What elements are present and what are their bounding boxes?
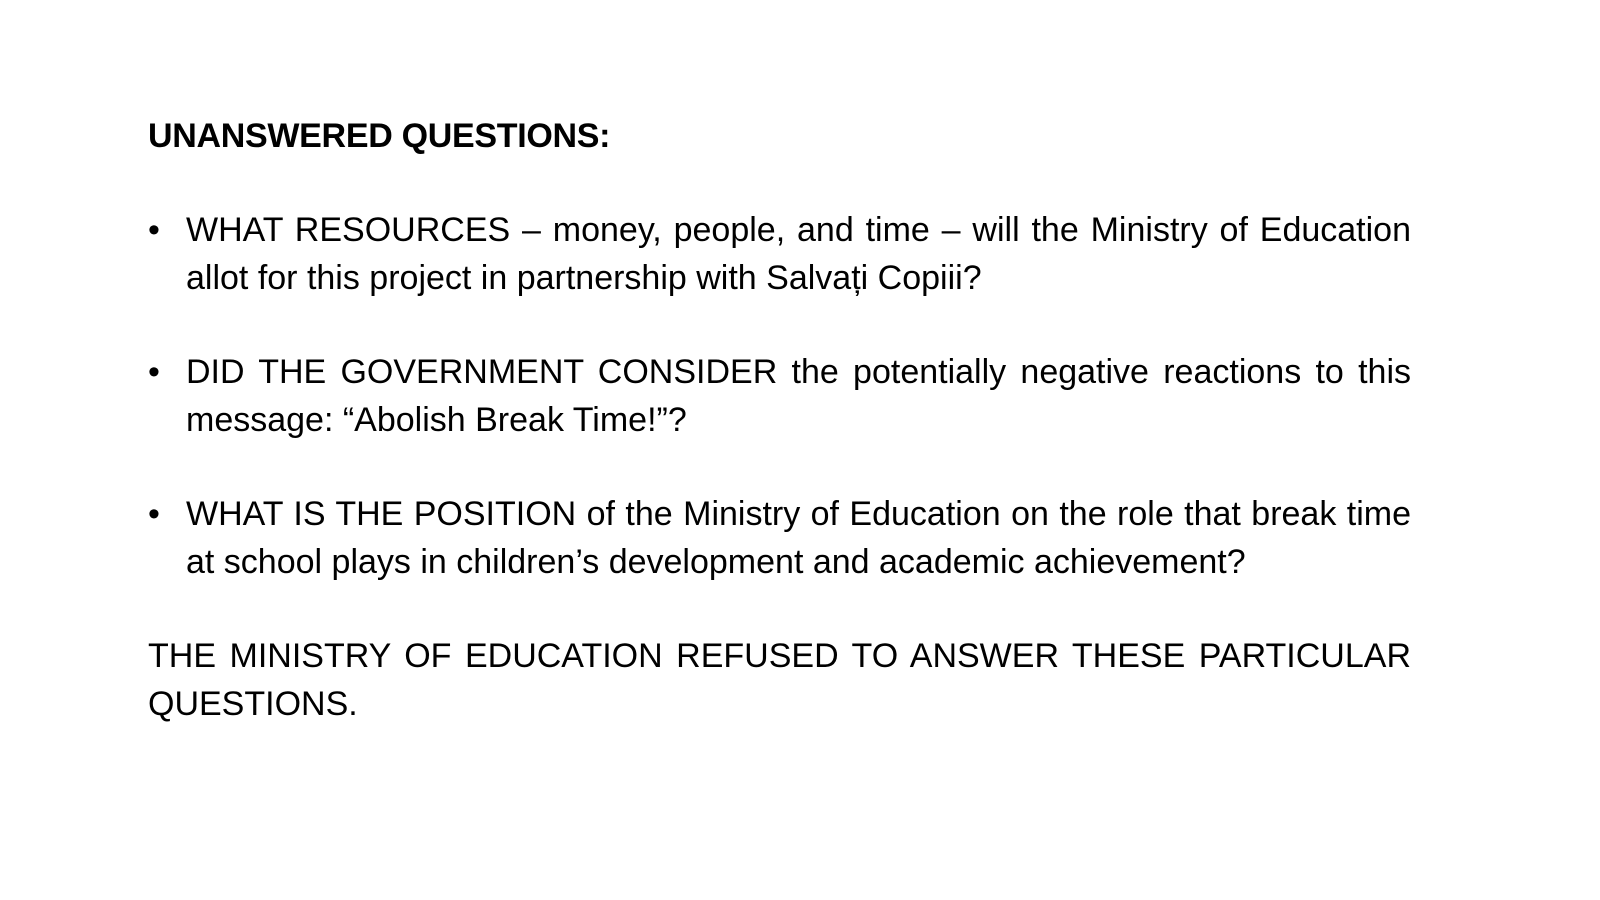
question-text: WHAT IS THE POSITION of the Ministry of Education on the role that break time at school plays in children’s development and academic achievement? [186, 495, 1411, 581]
question-text: WHAT RESOURCES – money, people, and time – will the Ministry of Education allot for this project in partnership with Salvați Copiii? [186, 211, 1411, 297]
conclusion-text: THE MINISTRY OF EDUCATION REFUSED TO ANSWER THESE PARTICULAR QUESTIONS. [148, 637, 1411, 723]
questions-list [148, 206, 1411, 586]
slide-content [148, 112, 1411, 728]
question-item [148, 348, 1411, 444]
bullet-icon: • [148, 211, 160, 249]
question-item [148, 490, 1411, 586]
slide-heading: UNANSWERED QUESTIONS: [148, 117, 611, 155]
question-item [148, 206, 1411, 302]
bullet-icon: • [148, 495, 160, 533]
question-text: DID THE GOVERNMENT CONSIDER the potentially negative reactions to this message: “Abolish Break Time!”? [186, 353, 1411, 439]
bullet-icon: • [148, 353, 160, 391]
